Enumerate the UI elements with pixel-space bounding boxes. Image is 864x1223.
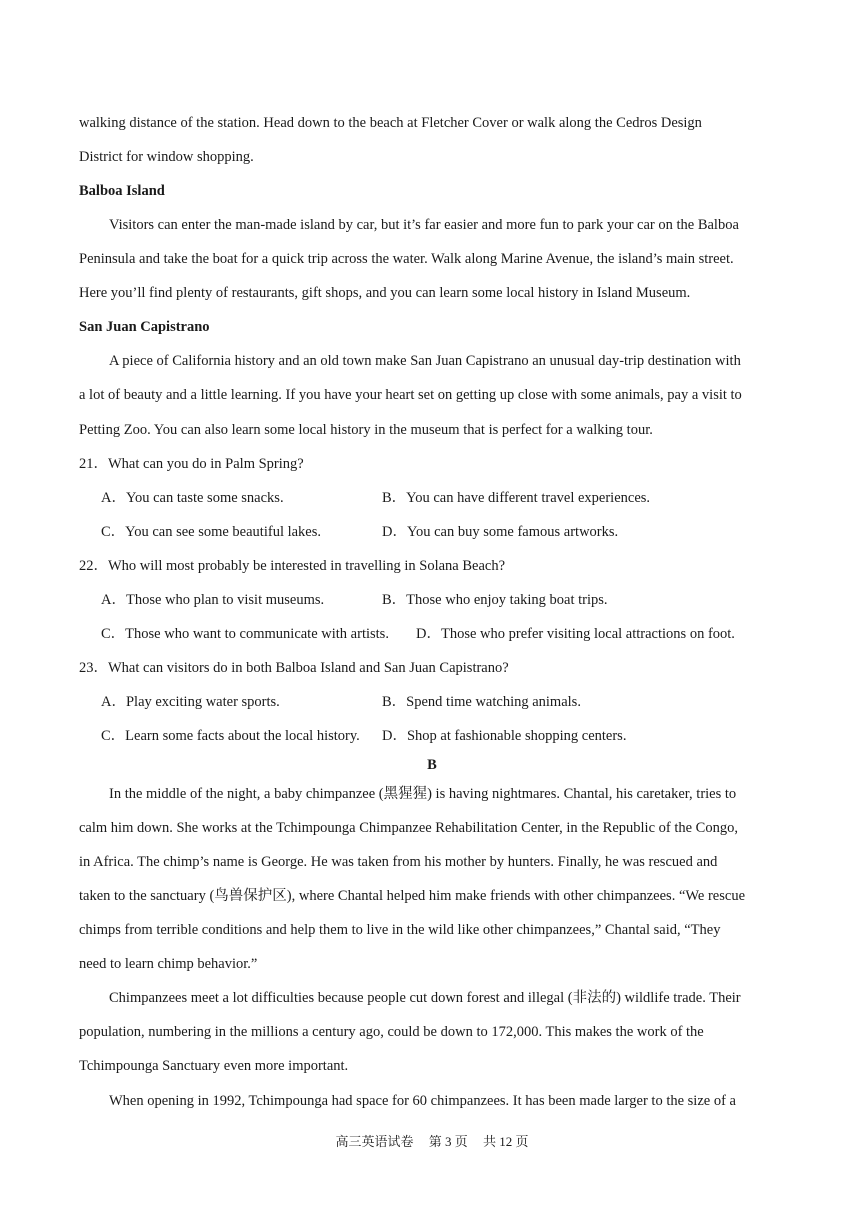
passage-b-p1-line-6: need to learn chimp behavior.”	[79, 956, 258, 972]
q21-option-c[interactable]: C．You can see some beautiful lakes.	[101, 524, 322, 540]
q22-option-a[interactable]: A．Those who plan to visit museums.	[101, 592, 325, 608]
sjc-text-line-2: a lot of beauty and a little learning. If you have your heart set on getting up close with some animals, pay a visit to	[79, 387, 742, 403]
q21-option-d[interactable]: D．You can buy some famous artworks.	[382, 524, 619, 540]
passage-b-p1-line-1: In the middle of the night, a baby chimpanzee (黑猩猩) is having nightmares. Chantal, his caretaker, tries to	[109, 786, 737, 802]
q23-option-d[interactable]: D．Shop at fashionable shopping centers.	[382, 728, 627, 744]
solana-text-line-1: walking distance of the station. Head down to the beach at Fletcher Cover or walk along the Cedros Design	[79, 115, 702, 131]
passage-b-p2-line-2: population, numbering in the millions a century ago, could be down to 172,000. This makes the work of the	[79, 1024, 704, 1040]
footer-total-pages: 共 12 页	[483, 1134, 529, 1149]
sjc-text-line-1: A piece of California history and an old town make San Juan Capistrano an unusual day-trip destination with	[109, 353, 741, 369]
q23-option-b[interactable]: B．Spend time watching animals.	[382, 694, 581, 710]
balboa-text-line-3: Here you’ll find plenty of restaurants, gift shops, and you can learn some local history in Island Museum.	[79, 285, 691, 301]
passage-b-p1-line-4: taken to the sanctuary (鸟兽保护区), where Chantal helped him make friends with other chimpanzees. “We rescue	[79, 888, 746, 904]
passage-b-p3-line-1: When opening in 1992, Tchimpounga had space for 60 chimpanzees. It has been made larger to the size of a	[109, 1093, 736, 1109]
question-21-stem: 21．What can you do in Palm Spring?	[79, 456, 304, 472]
q21-option-a[interactable]: A．You can taste some snacks.	[101, 490, 284, 506]
footer-exam-title: 高三英语试卷	[335, 1134, 414, 1149]
passage-b-p1-line-3: in Africa. The chimp’s name is George. He was taken from his mother by hunters. Finally, he was rescued and	[79, 854, 718, 870]
passage-b-p2-line-3: Tchimpounga Sanctuary even more important.	[79, 1058, 349, 1074]
q22-option-b[interactable]: B．Those who enjoy taking boat trips.	[382, 592, 608, 608]
q22-option-c[interactable]: C．Those who want to communicate with artists.	[101, 626, 389, 642]
question-22-stem: 22．Who will most probably be interested in travelling in Solana Beach?	[79, 558, 506, 574]
q23-option-a[interactable]: A．Play exciting water sports.	[101, 694, 280, 710]
footer-page-number: 第 3 页	[428, 1134, 468, 1149]
sjc-heading: San Juan Capistrano	[79, 319, 210, 335]
passage-b-p2-line-1: Chimpanzees meet a lot difficulties because people cut down forest and illegal (非法的) wildlife trade. Their	[109, 990, 741, 1006]
solana-text-line-2: District for window shopping.	[79, 149, 254, 165]
q21-option-b[interactable]: B．You can have different travel experiences.	[382, 490, 651, 506]
passage-b-p1-line-5: chimps from terrible conditions and help them to live in the wild like other chimpanzees,” Chantal said, “They	[79, 922, 721, 938]
q22-option-d[interactable]: D．Those who prefer visiting local attractions on foot.	[416, 626, 735, 642]
passage-b-heading: B	[427, 757, 437, 773]
sjc-text-line-3: Petting Zoo. You can also learn some local history in the museum that is perfect for a walking tour.	[79, 422, 653, 438]
passage-b-p1-line-2: calm him down. She works at the Tchimpounga Chimpanzee Rehabilitation Center, in the Republic of the Congo,	[79, 820, 738, 836]
balboa-heading: Balboa Island	[79, 183, 165, 199]
balboa-text-line-1: Visitors can enter the man-made island by car, but it’s far easier and more fun to park your car on the Balboa	[109, 217, 739, 233]
q23-option-c[interactable]: C．Learn some facts about the local history.	[101, 728, 360, 744]
page-footer	[0, 1133, 864, 1151]
question-23-stem: 23．What can visitors do in both Balboa Island and San Juan Capistrano?	[79, 660, 509, 676]
balboa-text-line-2: Peninsula and take the boat for a quick trip across the water. Walk along Marine Avenue, the island’s main street.	[79, 251, 734, 267]
